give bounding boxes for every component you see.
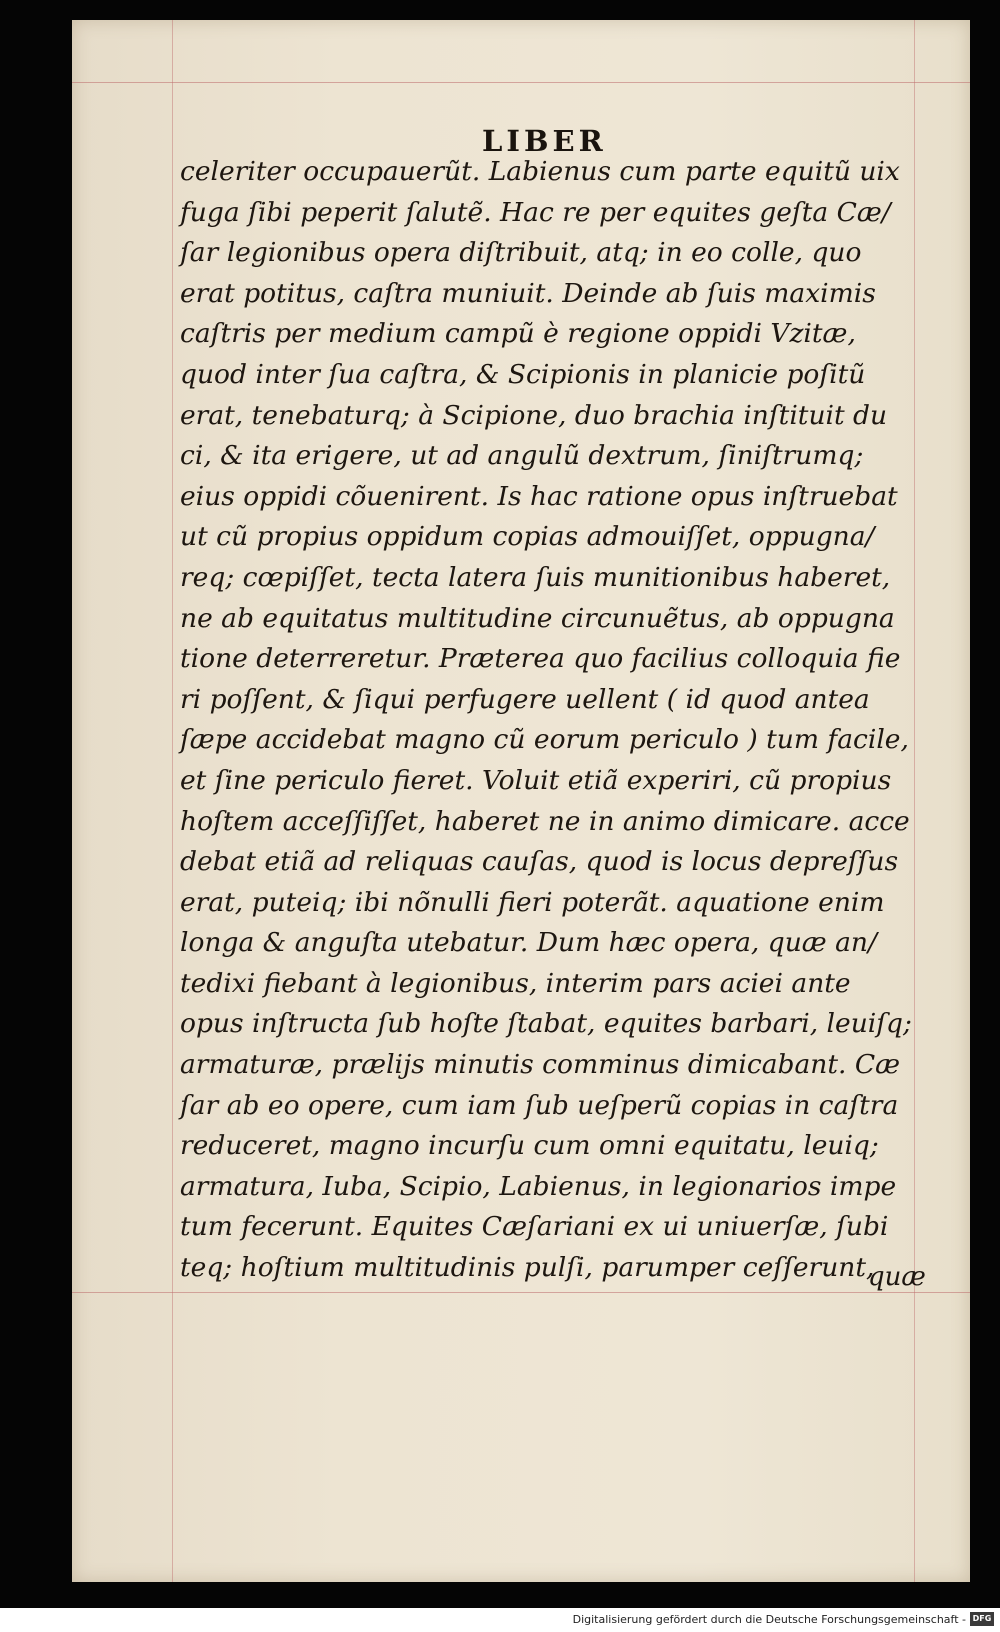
text-line: armaturæ, prælijs minutis comminus dimicabant. Cæ: [180, 1049, 901, 1081]
text-line: erat potitus, caſtra muniuit. Deinde ab ſuis maximis: [180, 277, 876, 309]
text-block: [180, 152, 940, 1289]
catchword: quæ: [868, 1262, 926, 1292]
page-ruling-left: [172, 20, 173, 1582]
text-line: quod inter ſua caſtra, & Scipionis in planicie poſitũ: [180, 358, 866, 390]
text-line: req; cœpiſſet, tecta latera ſuis munitionibus haberet,: [180, 561, 891, 593]
text-line: erat, tenebaturq; à Scipione, duo brachia inſtituit du: [180, 399, 888, 431]
text-line: opus inſtructa ſub hoſte ſtabat, equites barbari, leuiſq;: [180, 1008, 912, 1040]
text-line: tedixi fiebant à legionibus, interim pars aciei ante: [180, 967, 851, 999]
text-line: ne ab equitatus multitudine circunuẽtus, ab oppugna: [180, 602, 895, 634]
text-line: fuga ſibi peperit ſalutẽ. Hac re per equites geſta Cæ/: [180, 196, 891, 228]
text-line: ut cũ propius oppidum copias admouiſſet, oppugna/: [180, 521, 875, 553]
text-line: ri poſſent, & ſiqui perfugere uellent ( id quod antea: [180, 683, 870, 715]
text-line: celeriter occupauerũt. Labienus cum parte equitũ uix: [180, 156, 900, 187]
page-ruling-top: [72, 82, 970, 83]
footer-credit: Digitalisierung gefördert durch die Deutsche Forschungsgemeinschaft -: [572, 1613, 966, 1626]
text-line: erat, puteiq; ibi nõnulli fieri poterãt. aquatione enim: [180, 886, 885, 918]
page-ruling-bottom: [72, 1292, 970, 1293]
text-line: ſar ab eo opere, cum iam ſub ueſperũ copias in caſtra: [180, 1089, 899, 1121]
dfg-logo-icon: DFG: [970, 1612, 994, 1626]
text-line: caſtris per medium campũ è regione oppidi Vzitæ,: [180, 318, 856, 350]
text-line: tum fecerunt. Equites Cæſariani ex ui uniuerſæ, ſubi: [180, 1211, 889, 1243]
text-line: eius oppidi cõuenirent. Is hac ratione opus inſtruebat: [180, 480, 898, 512]
text-line: reduceret, magno incurſu cum omni equitatu, leuiq;: [180, 1130, 879, 1162]
text-line: tione deterreretur. Præterea quo facilius colloquia fie: [180, 643, 901, 675]
text-line: debat etiã ad reliquas cauſas, quod is locus depreſſus: [180, 846, 899, 878]
text-line: ſæpe accidebat magno cũ eorum periculo ) tum facile,: [180, 724, 909, 756]
text-line: ſar legionibus opera diſtribuit, atq; in eo colle, quo: [180, 237, 862, 269]
text-line: armatura, Iuba, Scipio, Labienus, in legionarios impe: [180, 1170, 897, 1202]
text-line: hoſtem acceſſiſſet, haberet ne in animo dimicare. acce: [180, 805, 910, 837]
text-line: teq; hoſtium multitudinis pulſi, parumper ceſſerunt,: [180, 1252, 875, 1284]
running-head: LIBER: [482, 124, 607, 158]
text-line: et ſine periculo fieret. Voluit etiã experiri, cũ propius: [180, 764, 892, 796]
text-line: ci, & ita erigere, ut ad angulũ dextrum, ſiniſtrumq;: [180, 440, 864, 472]
text-line: longa & anguſta utebatur. Dum hæc opera, quæ an/: [180, 927, 877, 959]
footer-bar: [0, 1608, 1000, 1632]
